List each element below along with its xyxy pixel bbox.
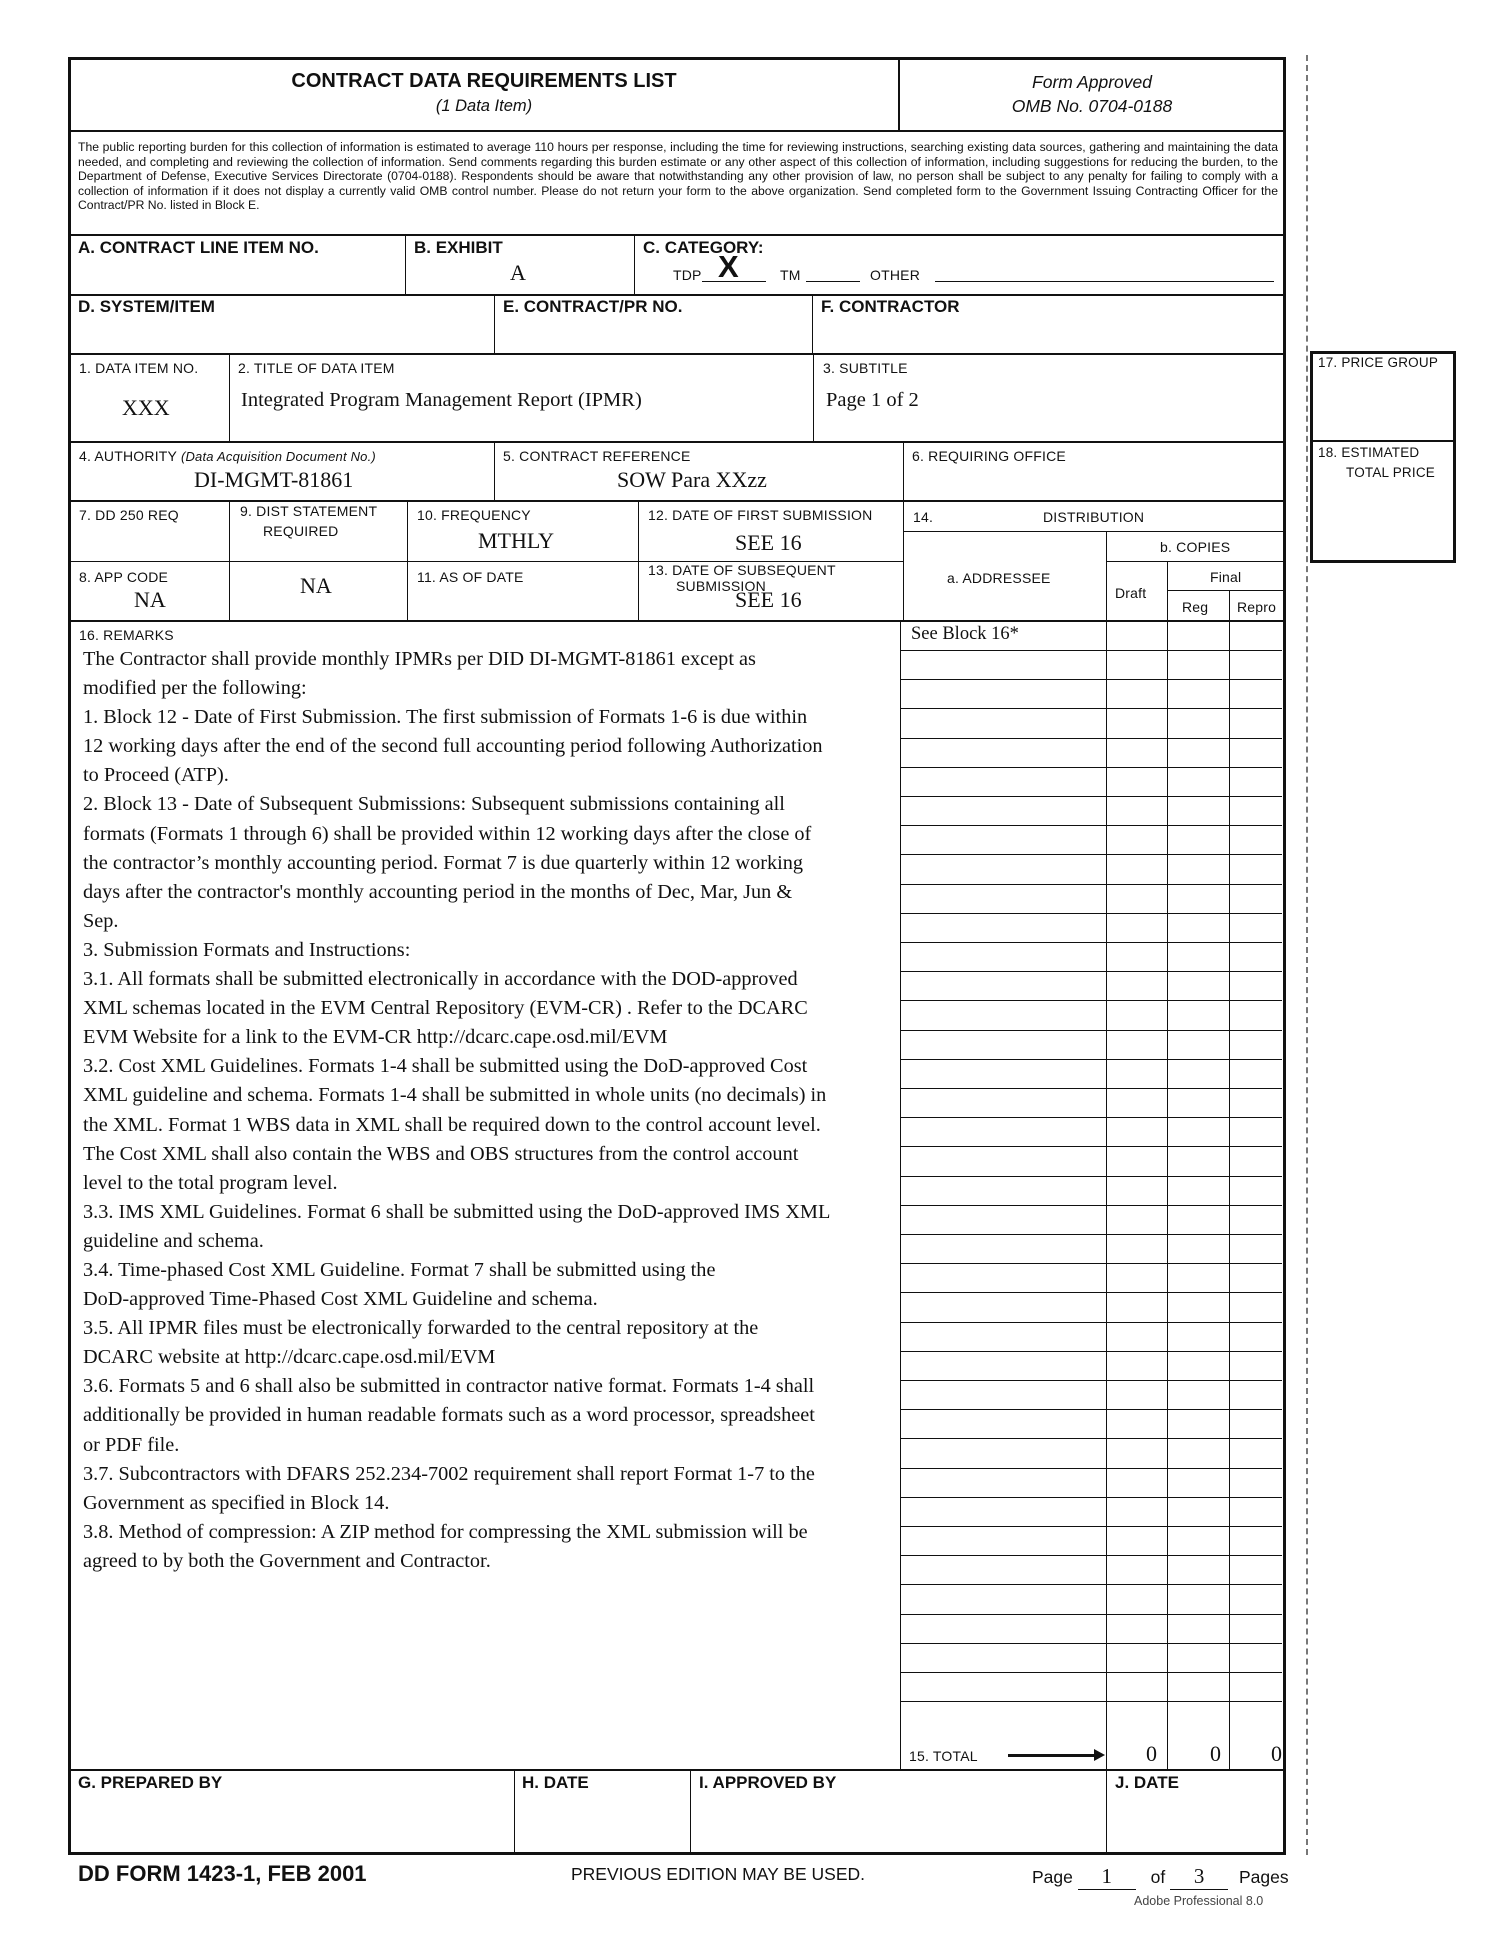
first-addressee[interactable]: See Block 16* — [911, 624, 1019, 644]
data-item-number[interactable]: XXX — [122, 395, 170, 420]
distribution-row[interactable] — [900, 1263, 1282, 1264]
block-g-label: G. PREPARED BY — [78, 1773, 223, 1792]
remarks-line: 3.8. Method of compression: A ZIP method for compressing the XML submission will be — [83, 1520, 808, 1543]
distribution-row[interactable] — [900, 971, 1282, 972]
remarks-line: days after the contractor's monthly accounting period in the months of Dec, Mar, Jun & — [83, 880, 793, 903]
remarks-line: the contractor’s monthly accounting period. Format 7 is due quarterly within 12 working — [83, 851, 804, 874]
field-13-label-2: SUBMISSION — [676, 578, 766, 594]
burden-notice: The public reporting burden for this collection of information is estimated to average 110 hours per response, including the time for reviewing instructions, searching existing data sources, gathering and maintaining the data needed, and completing and reviewing the collection of information. Send comments regarding this burden estimate or any other aspect of this collection of information, including suggestions for reducing the burden, to the Department of Defense, Executive Services Directorate (0704-0188). Respondents should be aware that notwithstanding any other provision of law, no person shall be subject to any penalty for failing to comply with a collection of information if it does not display a currently valid OMB control number. Please do not return your form to the above organization. Send completed form to the Government Issuing Contracting Officer for the Contract/PR No. listed in Block E. — [78, 140, 1278, 213]
page-indicator — [1032, 1864, 1289, 1890]
remarks-line: 3.6. Formats 5 and 6 shall also be submitted in contractor native format. Formats 1-4 shall — [83, 1375, 815, 1398]
distribution-row[interactable] — [900, 1614, 1282, 1615]
contract-reference-value[interactable]: SOW Para XXzz — [617, 467, 767, 492]
remarks-text[interactable] — [83, 645, 903, 1576]
omb-number: OMB No. 0704-0188 — [1011, 96, 1173, 116]
field-18-label-1: 18. ESTIMATED — [1318, 445, 1420, 460]
subtitle-value[interactable]: Page 1 of 2 — [826, 389, 919, 411]
remarks-line: The Cost XML shall also contain the WBS and OBS structures from the control account — [83, 1142, 799, 1165]
remarks-line: modified per the following: — [83, 677, 307, 700]
distribution-row[interactable] — [900, 1468, 1282, 1469]
distribution-row[interactable] — [900, 1497, 1282, 1498]
field-1-label: 1. DATA ITEM NO. — [79, 360, 199, 376]
subsequent-submission-value[interactable]: SEE 16 — [735, 587, 802, 612]
field-2-label: 2. TITLE OF DATA ITEM — [238, 360, 395, 376]
remarks-line: 2. Block 13 - Date of Subsequent Submissions: Subsequent submissions containing all — [83, 793, 785, 816]
distribution-row[interactable] — [900, 884, 1282, 885]
distribution-title: DISTRIBUTION — [1043, 509, 1145, 525]
remarks-line: additionally be provided in human readable formats such as a word processor, spreadsheet — [83, 1404, 815, 1427]
remarks-line: 3.5. All IPMR files must be electronically forwarded to the central repository at the — [83, 1317, 759, 1340]
total-draft[interactable]: 0 — [1146, 1741, 1157, 1766]
distribution-row[interactable] — [900, 1117, 1282, 1118]
block-b-label: B. EXHIBIT — [414, 238, 503, 257]
total-arrowhead-icon — [1094, 1749, 1105, 1761]
remarks-line: agreed to by both the Government and Contractor. — [83, 1549, 491, 1572]
block-c-label: C. CATEGORY: — [643, 238, 764, 257]
distribution-row[interactable] — [900, 650, 1282, 651]
field-14-label: 14. — [913, 509, 934, 525]
remarks-line: Sep. — [83, 909, 119, 932]
block-h-label: H. DATE — [522, 1773, 589, 1792]
form-subtitle: (1 Data Item) — [435, 97, 533, 115]
category-other-label: OTHER — [870, 267, 920, 283]
block-f-label: F. CONTRACTOR — [821, 297, 960, 316]
distribution-row[interactable] — [900, 738, 1282, 739]
remarks-line: 3.4. Time-phased Cost XML Guideline. Format 7 shall be submitted using the — [83, 1258, 716, 1281]
remarks-line: the XML. Format 1 WBS data in XML shall be required down to the control account level. — [83, 1113, 821, 1136]
form-name: DD FORM 1423-1, FEB 2001 — [78, 1861, 367, 1886]
total-arrow-icon — [1008, 1754, 1100, 1757]
form-approved: Form Approved — [1032, 72, 1152, 92]
addressee-label: a. ADDRESSEE — [947, 570, 1051, 586]
remarks-line: XML schemas located in the EVM Central Repository (EVM-CR) . Refer to the DCARC — [83, 997, 808, 1020]
field-4-label-note: (Data Acquisition Document No.) — [180, 449, 376, 464]
distribution-row[interactable] — [900, 913, 1282, 914]
copies-label: b. COPIES — [1160, 539, 1231, 555]
software-note: Adobe Professional 8.0 — [1134, 1894, 1264, 1908]
field-4-label — [79, 448, 376, 464]
distribution-row[interactable] — [900, 1555, 1282, 1556]
distribution-row[interactable] — [900, 767, 1282, 768]
data-item-title[interactable]: Integrated Program Management Report (IPMR) — [241, 389, 642, 411]
field-7-label: 7. DD 250 REQ — [79, 507, 179, 523]
pages-label: Pages — [1238, 1867, 1289, 1887]
reg-label: Reg — [1182, 599, 1209, 615]
distribution-row[interactable] — [900, 1438, 1282, 1439]
remarks-line: or PDF file. — [83, 1433, 180, 1456]
distribution-row[interactable] — [900, 1380, 1282, 1381]
page-label: Page — [1032, 1867, 1073, 1887]
remarks-line: XML guideline and schema. Formats 1-4 shall be submitted in whole units (no decimals) in — [83, 1084, 827, 1107]
draft-label: Draft — [1115, 585, 1147, 601]
distribution-row[interactable] — [900, 1322, 1282, 1323]
distribution-row[interactable] — [900, 679, 1282, 680]
field-16-label: 16. REMARKS — [79, 627, 174, 643]
remarks-line: EVM Website for a link to the EVM-CR http://dcarc.cape.osd.mil/EVM — [83, 1026, 668, 1049]
block-a-label: A. CONTRACT LINE ITEM NO. — [78, 238, 319, 257]
remarks-line: DCARC website at http://dcarc.cape.osd.mil/EVM — [83, 1346, 496, 1369]
remarks-line: 3.2. Cost XML Guidelines. Formats 1-4 shall be submitted using the DoD-approved Cost — [83, 1055, 808, 1078]
remarks-line: 3.3. IMS XML Guidelines. Format 6 shall be submitted using the DoD-approved IMS XML — [83, 1200, 831, 1223]
remarks-line: Government as specified in Block 14. — [83, 1491, 390, 1514]
field-13-label-1: 13. DATE OF SUBSEQUENT — [648, 562, 836, 578]
distribution-row[interactable] — [900, 854, 1282, 855]
distribution-row[interactable] — [900, 1176, 1282, 1177]
frequency-value[interactable]: MTHLY — [478, 528, 555, 553]
distribution-row[interactable] — [900, 1205, 1282, 1206]
distribution-row[interactable] — [900, 1526, 1282, 1527]
distribution-row[interactable] — [900, 1234, 1282, 1235]
page-number[interactable]: 1 — [1078, 1864, 1136, 1890]
remarks-line: 1. Block 12 - Date of First Submission. The first submission of Formats 1-6 is due within — [83, 706, 808, 729]
total-repro[interactable]: 0 — [1271, 1741, 1282, 1766]
app-code-value[interactable]: NA — [134, 587, 166, 612]
distribution-row[interactable] — [900, 1701, 1282, 1702]
perforation-line — [1306, 55, 1308, 1855]
distribution-row[interactable] — [900, 1643, 1282, 1644]
remarks-line: The Contractor shall provide monthly IPMRs per DID DI-MGMT-81861 except as — [83, 648, 756, 670]
distribution-row[interactable] — [900, 1059, 1282, 1060]
distribution-row[interactable] — [900, 1292, 1282, 1293]
remarks-line: level to the total program level. — [83, 1171, 338, 1194]
dist-statement-value[interactable]: NA — [300, 573, 332, 598]
remarks-line: 3. Submission Formats and Instructions: — [83, 938, 411, 961]
block-i-label: I. APPROVED BY — [699, 1773, 837, 1792]
first-submission-value[interactable]: SEE 16 — [735, 530, 802, 555]
distribution-row[interactable] — [900, 1000, 1282, 1001]
distribution-row[interactable] — [900, 942, 1282, 943]
field-4-label-text: 4. AUTHORITY — [79, 448, 177, 464]
remarks-line: 12 working days after the end of the second full accounting period following Authorization — [83, 735, 823, 758]
distribution-row[interactable] — [900, 1146, 1282, 1147]
page-total[interactable]: 3 — [1170, 1864, 1228, 1890]
remarks-line: formats (Formats 1 through 6) shall be provided within 12 working days after the close of — [83, 822, 812, 845]
distribution-row[interactable] — [900, 1088, 1282, 1089]
remarks-line: 3.1. All formats shall be submitted electronically in accordance with the DOD-approved — [83, 968, 798, 991]
distribution-row[interactable] — [900, 1351, 1282, 1352]
field-12-label: 12. DATE OF FIRST SUBMISSION — [648, 507, 873, 523]
field-9-label-1: 9. DIST STATEMENT — [240, 503, 378, 519]
category-tdp-label: TDP — [673, 267, 702, 283]
distribution-row[interactable] — [900, 708, 1282, 709]
block-e-label: E. CONTRACT/PR NO. — [503, 297, 683, 316]
distribution-row[interactable] — [900, 825, 1282, 826]
block-b-value[interactable]: A — [510, 260, 526, 285]
field-6-label: 6. REQUIRING OFFICE — [912, 448, 1066, 464]
remarks-divider — [900, 621, 901, 1769]
total-reg[interactable]: 0 — [1210, 1741, 1221, 1766]
field-18-label-2: TOTAL PRICE — [1346, 465, 1435, 480]
category-tm-label: TM — [780, 267, 801, 283]
distribution-row[interactable] — [900, 1409, 1282, 1410]
field-10-label: 10. FREQUENCY — [417, 507, 531, 523]
of-label: of — [1150, 1867, 1166, 1887]
distribution-row[interactable] — [900, 1030, 1282, 1031]
previous-edition-note: PREVIOUS EDITION MAY BE USED. — [571, 1864, 865, 1884]
remarks-line: DoD-approved Time-Phased Cost XML Guideline and schema. — [83, 1288, 598, 1311]
field-9-label-2: REQUIRED — [263, 523, 339, 539]
distribution-row[interactable] — [900, 796, 1282, 797]
distribution-row[interactable] — [900, 1584, 1282, 1585]
repro-label: Repro — [1237, 599, 1277, 615]
field-11-label: 11. AS OF DATE — [417, 569, 524, 585]
distribution-row[interactable] — [900, 1672, 1282, 1673]
category-tdp-checkbox[interactable]: X — [718, 249, 739, 284]
field-17-label: 17. PRICE GROUP — [1318, 355, 1439, 370]
remarks-line: 3.7. Subcontractors with DFARS 252.234-7002 requirement shall report Format 1-7 to the — [83, 1462, 815, 1485]
final-label: Final — [1210, 569, 1242, 585]
form-title: CONTRACT DATA REQUIREMENTS LIST — [291, 70, 677, 92]
remarks-line: guideline and schema. — [83, 1229, 264, 1252]
field-15-label: 15. TOTAL — [909, 1748, 978, 1764]
field-5-label: 5. CONTRACT REFERENCE — [503, 448, 691, 464]
authority-value[interactable]: DI-MGMT-81861 — [194, 467, 354, 492]
field-3-label: 3. SUBTITLE — [823, 360, 908, 376]
block-j-label: J. DATE — [1115, 1773, 1179, 1792]
field-8-label: 8. APP CODE — [79, 569, 169, 585]
block-d-label: D. SYSTEM/ITEM — [78, 297, 215, 316]
remarks-line: to Proceed (ATP). — [83, 764, 229, 787]
